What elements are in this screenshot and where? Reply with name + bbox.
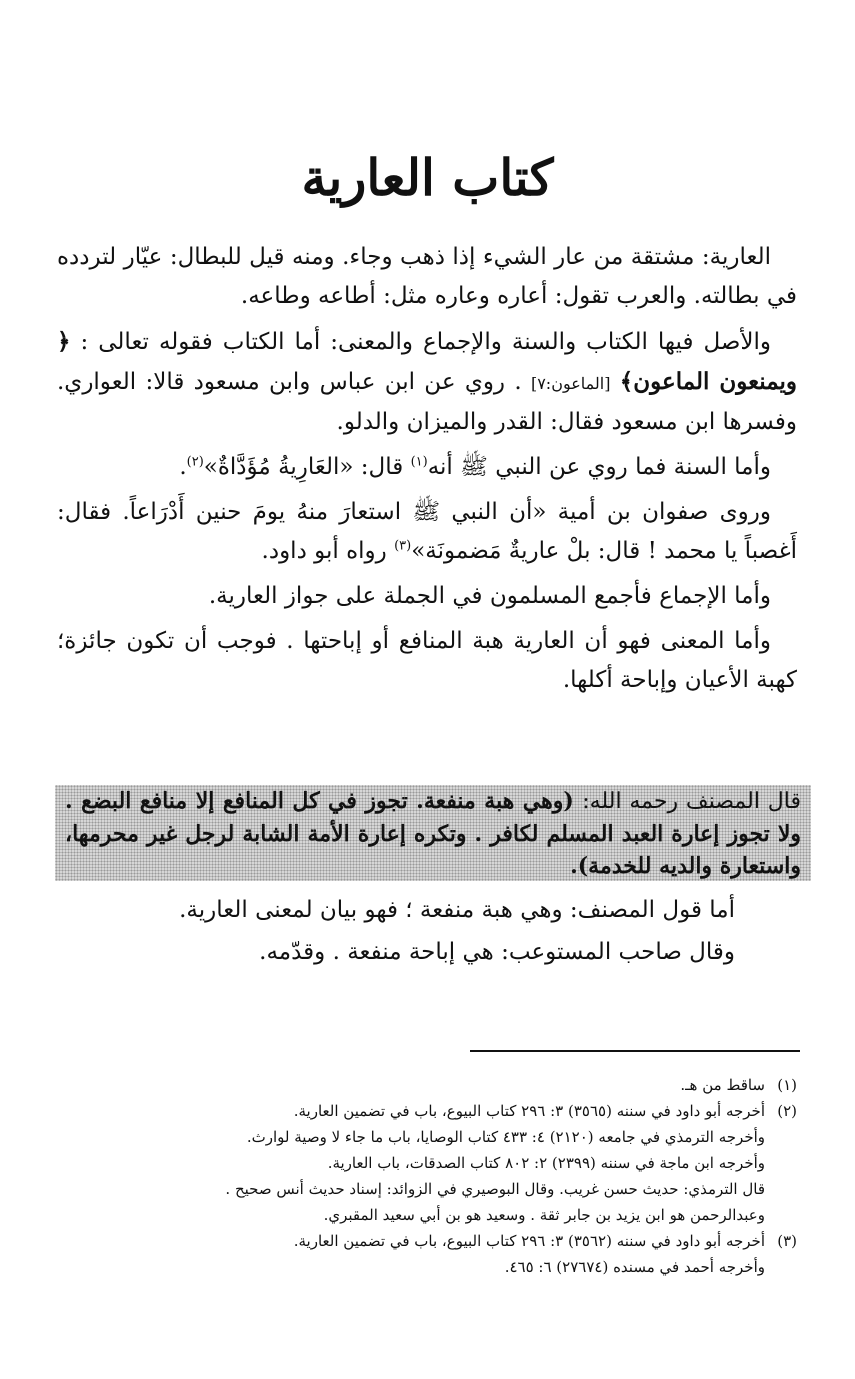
paragraph-end: . [179,454,187,480]
paragraph-ijma: وأما الإجماع فأجمع المسلمون في الجملة على جواز العارية. [208,583,771,609]
commentary [55,890,735,974]
commentary-paragraph-2: وقال صاحب المستوعب: هي إباحة منفعة . وقدّمه. [259,939,735,965]
footnote-number: (١) [777,1076,797,1094]
hadith-quote: قال: «العَارِيةُ مُؤَدَّاةٌ» [203,454,404,480]
footnote-text: أخرجه أبو داود في سننه (٣٥٦٢) ٣: ٢٩٦ كتاب البيوع، باب في تضمين العارية. [293,1232,765,1250]
hadith-quote: وروى صفوان بن أمية «أن النبي ﷺ استعارَ منهُ يومَ حنين أَدْرَاعاً. فقال: أَغصباً يا محمد ! قال: بلْ عاريةٌ مَضمونَة» [57,499,797,564]
footnote-2-line: وعبدالرحمن هو ابن يزيد بن جابر ثقة . وسعيد هو بن أبي سعيد المقبري. [323,1206,765,1224]
paragraph-end: رواه أبو داود. [261,538,387,564]
footnote-2-line: وأخرجه ابن ماجة في سننه (٢٣٩٩) ٢: ٨٠٢ كتاب الصدقات، باب العارية. [327,1154,765,1172]
matn-author: قال المصنف رحمه الله: [582,789,801,814]
paragraph-rest: . روي عن ابن عباس وابن مسعود قالا: العواري. وفسرها ابن مسعود فقال: القدر والميزان والدلو. [57,369,797,435]
footnotes [57,1072,797,1280]
quran-verse: ﴿ ويمنعون الماعون﴾ [57,328,798,395]
footnote-text: ساقط من هـ. [680,1076,765,1094]
matn-text: (وهي هبة منفعة. تجوز في كل المنافع إلا منافع البضع . ولا تجوز إعارة العبد المسلم لكافر . وتكره إعارة الأمة الشابة لرجل غير محرمها، واستعارة والديه للخدمة). [65,788,801,879]
paragraph-lead: وأما السنة فما روي عن النبي ﷺ أنه [427,454,771,480]
paragraph-definition: العارية: مشتقة من عار الشيء إذا ذهب وجاء. ومنه قيل للبطال: عيّار لتردده في بطالته. والعرب تقول: أعاره وعاره مثل: أطاعه وطاعه. [57,244,797,309]
paragraph-safwan-hadith [57,493,797,571]
footnote-3 [57,1228,797,1254]
matn-box [55,785,811,881]
verse-reference: [الماعون:٧] [530,374,611,393]
paragraph-evidence-sunnah [57,448,797,487]
chapter-title: كتاب العارية [301,148,554,207]
footnote-number: (٣) [777,1232,797,1250]
footnote-3-line: وأخرجه أحمد في مسنده (٢٧٦٧٤) ٦: ٤٦٥. [504,1258,765,1276]
footnote-marker-1: (١) [410,454,428,470]
body-text [57,238,797,706]
footnote-text: أخرجه أبو داود في سننه (٣٥٦٥) ٣: ٢٩٦ كتاب البيوع، باب في تضمين العارية. [293,1102,765,1120]
footnote-marker-2: (٢) [186,454,204,470]
footnote-2-line: وأخرجه الترمذي في جامعه (٢١٢٠) ٤: ٤٣٣ كتاب الوصايا، باب ما جاء لا وصية لوارث. [246,1128,765,1146]
footnote-number: (٢) [777,1102,797,1120]
footnote-1 [57,1072,797,1098]
footnote-divider [470,1050,800,1052]
footnote-2-line: قال الترمذي: حديث حسن غريب. وقال البوصيري في الزوائد: إسناد حديث أنس صحيح . [225,1180,765,1198]
paragraph-lead: والأصل فيها الكتاب والسنة والإجماع والمعنى: أما الكتاب فقوله تعالى : [80,329,772,355]
commentary-paragraph-1: أما قول المصنف: وهي هبة منفعة ؛ فهو بيان لمعنى العارية. [179,897,735,923]
footnote-2 [57,1098,797,1124]
paragraph-meaning: وأما المعنى فهو أن العارية هبة المنافع أو إباحتها . فوجب أن تكون جائزة؛ كهبة الأعيان وإباحة أكلها. [57,628,797,693]
paragraph-evidence-quran [57,322,797,442]
footnote-marker-3: (٣) [394,538,412,554]
